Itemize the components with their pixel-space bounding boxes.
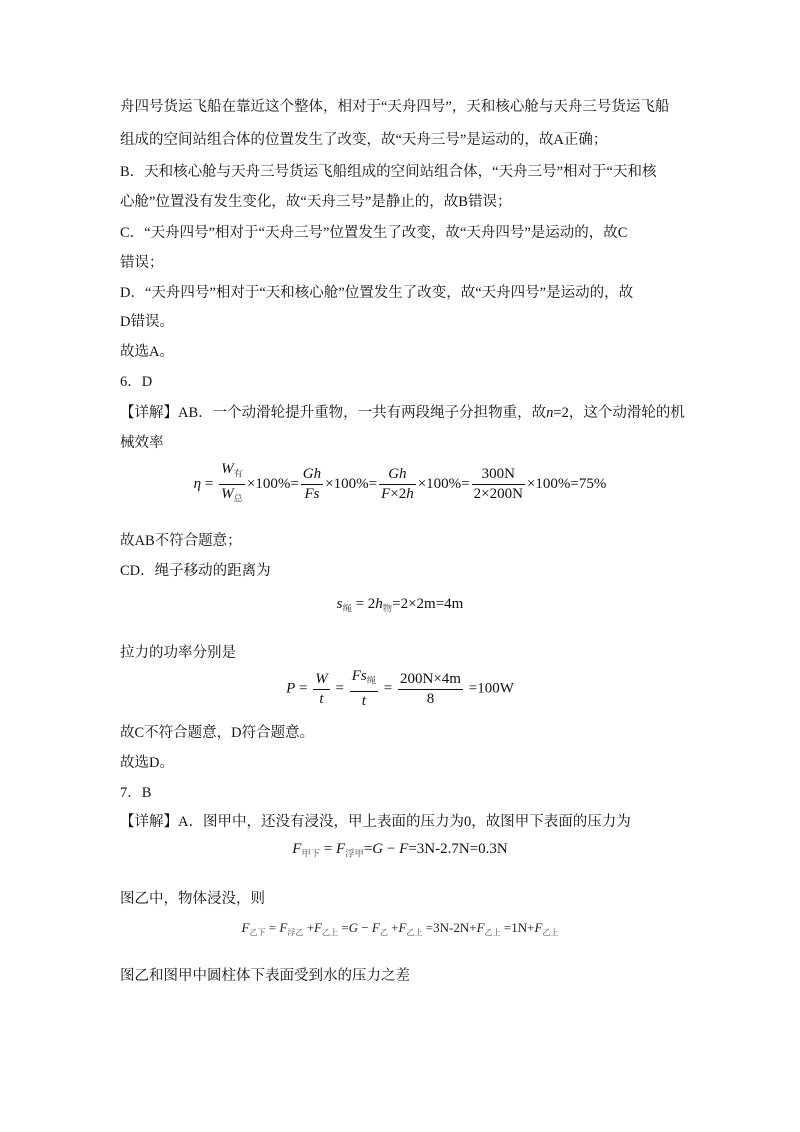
formula-subscript: 绳: [342, 604, 352, 615]
formula-subscript: 绳: [366, 676, 377, 687]
equals-sign: =: [331, 680, 348, 697]
text-line-q6-power: 拉力的功率分别是: [120, 645, 236, 661]
formula-result: ×100%=75%: [526, 476, 607, 493]
formula-variable: F: [476, 920, 485, 935]
equals-sign: =: [320, 841, 337, 857]
text-line-q7-figure-b: 图乙中，物体浸没，则: [120, 891, 265, 907]
formula-subscript: 甲下: [301, 849, 321, 860]
formula-variable: F: [314, 920, 322, 935]
numerator: [350, 667, 378, 692]
denominator: [219, 485, 245, 509]
denominator: t: [319, 690, 324, 707]
numerator: Gh: [379, 465, 416, 485]
fraction: [398, 670, 463, 709]
formula-result: =100W: [464, 680, 514, 697]
formula-variable: Fs: [351, 668, 367, 684]
formula-variable: G: [348, 920, 359, 935]
formula-variable: W: [221, 486, 234, 503]
numerator: [219, 460, 245, 485]
equals-sign: =: [363, 841, 373, 857]
numerator: Gh: [301, 465, 323, 485]
power-formula: [0, 667, 800, 711]
equals-sign: =: [338, 920, 349, 935]
denominator: 2×200N: [473, 486, 523, 503]
formula-subscript: 乙上: [321, 927, 339, 937]
formula-text: =3N-2N+: [422, 920, 477, 935]
text-line-option-a-end: 组成的空间站组合体的位置发生了改变，故“天舟三号”是运动的，故A正确；: [120, 132, 608, 148]
formula-result: =2×2m=4m: [392, 596, 464, 612]
equals-sign: =: [265, 920, 280, 935]
numerator: 300N: [472, 465, 525, 485]
text-line-q7-explanation: 【详解】A．图甲中，还没有浸没，甲上表面的压力为0，故图甲下表面的压力为: [120, 814, 631, 830]
text-line-q6-ab-conclusion: 故AB不符合题意；: [120, 533, 242, 549]
formula-variable: F: [534, 920, 543, 935]
distance-formula: [0, 594, 800, 619]
formula-variable: F: [399, 841, 409, 857]
denominator: t: [361, 693, 366, 710]
minus-sign: −: [358, 920, 372, 935]
formula-subscript: 乙: [379, 927, 388, 937]
formula-result: =3N-2.7N=0.3N: [408, 841, 508, 857]
formula-subscript: 浮乙: [287, 927, 304, 937]
question-6-answer: 6．D: [120, 374, 153, 390]
text-fragment: 【详解】AB．一个动滑轮提升重物，一共有两段绳子分担物重，故: [120, 405, 547, 421]
formula-text: =1N+: [500, 920, 535, 935]
fraction: [379, 465, 416, 504]
formula-subscript: 乙上: [406, 927, 423, 937]
formula-variable: h: [375, 596, 383, 612]
text-line-q6-cd: CD．绳子移动的距离为: [120, 563, 271, 579]
formula-variable: h: [406, 486, 414, 503]
denominator: [379, 485, 416, 504]
formula-variable: F: [241, 920, 250, 935]
formula-variable: F: [292, 841, 302, 857]
text-line-option-c-end: 错误；: [120, 255, 164, 271]
efficiency-formula: [0, 460, 800, 510]
eta-symbol: η: [193, 476, 202, 493]
pressure-formula-b: [0, 918, 800, 943]
formula-text: ×2: [390, 486, 407, 503]
text-line-option-c: C．“天舟四号”相对于“天舟三号”位置发生了改变，故“天舟四号”是运动的，故C: [120, 225, 628, 241]
formula-variable: F: [371, 920, 380, 935]
text-line-q6-explanation: [120, 403, 685, 423]
plus-sign: +: [303, 920, 315, 935]
text-line-option-a-cont: 舟四号货运飞船在靠近这个整体，相对于“天舟四号”，天和核心舱与天舟三号货运飞船: [120, 99, 670, 115]
denominator: Fs: [304, 486, 320, 503]
formula-variable: F: [398, 920, 407, 935]
denominator: 8: [426, 690, 435, 707]
text-line-conclusion-6: 故选D。: [120, 755, 174, 771]
formula-subscript: 浮甲: [345, 849, 364, 860]
equals-sign: =: [201, 476, 218, 493]
fraction: [301, 465, 323, 504]
formula-variable: G: [372, 841, 384, 857]
formula-subscript: 乙上: [484, 927, 501, 937]
text-line-option-b-end: 心舱”位置没有发生变化，故“天舟三号”是静止的，故B错误；: [120, 194, 512, 210]
variable-n: n: [546, 405, 554, 421]
fraction: [472, 465, 525, 504]
fraction: [219, 460, 245, 510]
formula-subscript: 物: [382, 604, 393, 615]
formula-text: = 2: [351, 596, 376, 612]
numerator: 200N×4m: [398, 670, 463, 690]
formula-variable: P: [286, 680, 296, 697]
formula-subscript: 乙下: [249, 927, 266, 937]
formula-variable: F: [381, 486, 391, 503]
equals-sign: =: [380, 680, 397, 697]
formula-variable: F: [336, 841, 346, 857]
minus-sign: −: [383, 841, 400, 857]
formula-variable: W: [221, 461, 234, 477]
text-line-option-d-end: D错误。: [120, 314, 174, 330]
formula-operator: ×100%=: [417, 476, 470, 493]
text-line-option-d: D．“天舟四号”相对于“天和核心舱”位置发生了改变，故“天舟四号”是运动的，故: [120, 285, 634, 301]
question-7-answer: 7．B: [120, 785, 152, 801]
formula-subscript: 乙上: [542, 927, 559, 937]
text-line-option-b: B．天和核心舱与天舟三号货运飞船组成的空间站组合体，“天舟三号”相对于“天和核: [120, 164, 657, 180]
fraction: [313, 670, 330, 709]
equals-sign: =: [295, 680, 312, 697]
formula-variable: F: [279, 920, 288, 935]
formula-operator: ×100%=: [246, 476, 299, 493]
text-fragment: =2，这个动滑轮的机: [553, 405, 685, 421]
formula-subscript: 有: [233, 469, 243, 480]
text-line-conclusion-5: 故选A。: [120, 344, 174, 360]
text-line-q7-difference: 图乙和图甲中圆柱体下表面受到水的压力之差: [120, 968, 410, 984]
numerator: W: [313, 670, 330, 690]
formula-subscript: 总: [233, 494, 243, 505]
formula-operator: ×100%=: [325, 476, 378, 493]
formula-variable: s: [336, 596, 343, 612]
text-line-q6-cd-conclusion: 故C不符合题意，D符合题意。: [120, 725, 315, 741]
plus-sign: +: [387, 920, 399, 935]
pressure-formula-a: [0, 839, 800, 864]
fraction: [350, 667, 378, 711]
text-line-q6-efficiency: 械效率: [120, 435, 164, 451]
